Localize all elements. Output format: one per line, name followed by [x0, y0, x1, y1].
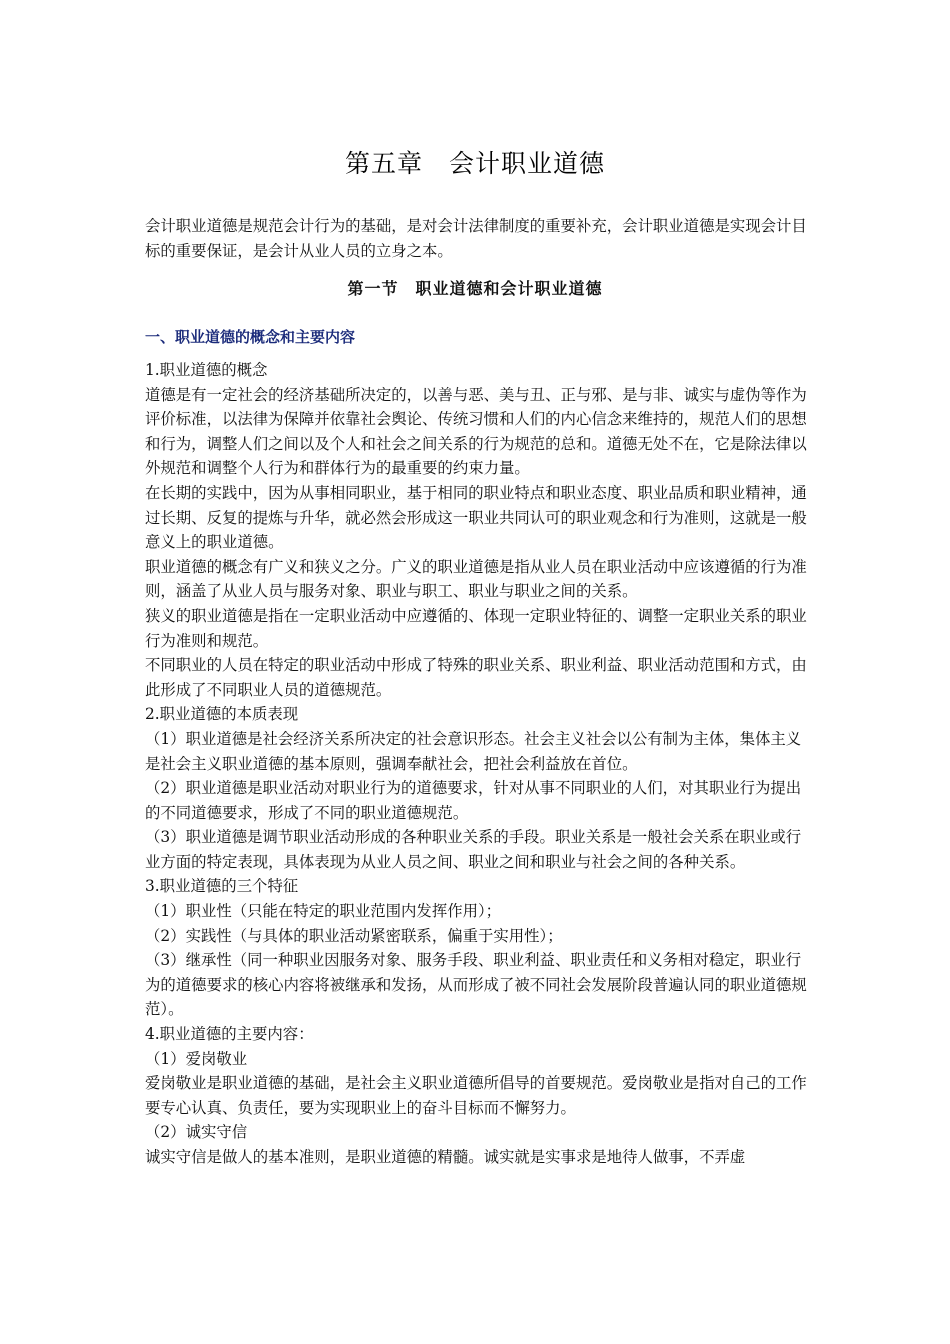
- paragraph: （2）职业道德是职业活动对职业行为的道德要求，针对从事不同职业的人们，对其职业行为提出的不同道德要求，形成了不同的职业道德规范。: [145, 779, 802, 822]
- paragraph: （2）实践性（与具体的职业活动紧密联系，偏重于实用性）；: [145, 926, 563, 945]
- paragraph: 1.职业道德的概念: [145, 361, 268, 379]
- intro-paragraph: 会计职业道德是规范会计行为的基础，是对会计法律制度的重要补充，会计职业道德是实现会计目标的重要保证，是会计从业人员的立身之本。: [145, 217, 807, 260]
- paragraph: （1）职业道德是社会经济关系所决定的社会意识形态。社会主义社会以公有制为主体，集体主义是社会主义职业道德的基本原则，强调奉献社会，把社会利益放在首位。: [145, 729, 802, 773]
- paragraph: 职业道德的概念有广义和狭义之分。广义的职业道德是指从业人员在职业活动中应该遵循的行为准则，涵盖了从业人员与服务对象、职业与职工、职业与职业之间的关系。: [145, 557, 807, 601]
- paragraph: 3.职业道德的三个特征: [145, 877, 299, 896]
- paragraph: 道德是有一定社会的经济基础所决定的，以善与恶、美与丑、正与邪、是与非、诚实与虚伪等作为评价标准，以法律为保障并依靠社会舆论、传统习惯和人们的内心信念来维持的，规范人们的思想和行为，调整人们之间以及个人和社会之间关系的行为规范的总和。道德无处不在，它是除法律以外规范和调整个人行为和群体行为的最重要的约束力量。: [145, 385, 807, 478]
- body-content: [145, 358, 810, 1170]
- paragraph: 诚实守信是做人的基本准则，是职业道德的精髓。诚实就是实事求是地待人做事，不弄虚: [145, 1148, 746, 1166]
- section-title: 第一节 职业道德和会计职业道德: [347, 279, 603, 298]
- paragraph: （3）继承性（同一种职业因服务对象、服务手段、职业利益、职业责任和义务相对稳定，职业行为的道德要求的核心内容将被继承和发扬，从而形成了被不同社会发展阶段普遍认同的职业道德规范）。: [145, 951, 807, 1019]
- paragraph: （2）诚实守信: [145, 1123, 248, 1142]
- subsection-title: 一、职业道德的概念和主要内容: [145, 328, 356, 346]
- paragraph: （1）爱岗敬业: [145, 1049, 248, 1068]
- paragraph: 不同职业的人员在特定的职业活动中形成了特殊的职业关系、职业利益、职业活动范围和方式，由此形成了不同职业人员的道德规范。: [145, 656, 807, 699]
- paragraph: 4.职业道德的主要内容：: [145, 1025, 314, 1044]
- paragraph: （3）职业道德是调节职业活动形成的各种职业关系的手段。职业关系是一般社会关系在职业或行业方面的特定表现，具体表现为从业人员之间、职业之间和职业与社会之间的各种关系。: [145, 828, 802, 871]
- paragraph: 在长期的实践中，因为从事相同职业，基于相同的职业特点和职业态度、职业品质和职业精神，通过长期、反复的提炼与升华，就必然会形成这一职业共同认可的职业观念和行为准则，这就是一般意义上的职业道德。: [145, 483, 807, 552]
- paragraph: 2.职业道德的本质表现: [145, 705, 299, 724]
- paragraph: 爱岗敬业是职业道德的基础，是社会主义职业道德所倡导的首要规范。爱岗敬业是指对自己的工作要专心认真、负责任，要为实现职业上的奋斗目标而不懈努力。: [145, 1074, 807, 1117]
- paragraph: （1）职业性（只能在特定的职业范围内发挥作用）；: [145, 902, 502, 921]
- paragraph: 狭义的职业道德是指在一定职业活动中应遵循的、体现一定职业特征的、调整一定职业关系的职业行为准则和规范。: [145, 606, 807, 650]
- chapter-title: 第五章 会计职业道德: [344, 149, 605, 178]
